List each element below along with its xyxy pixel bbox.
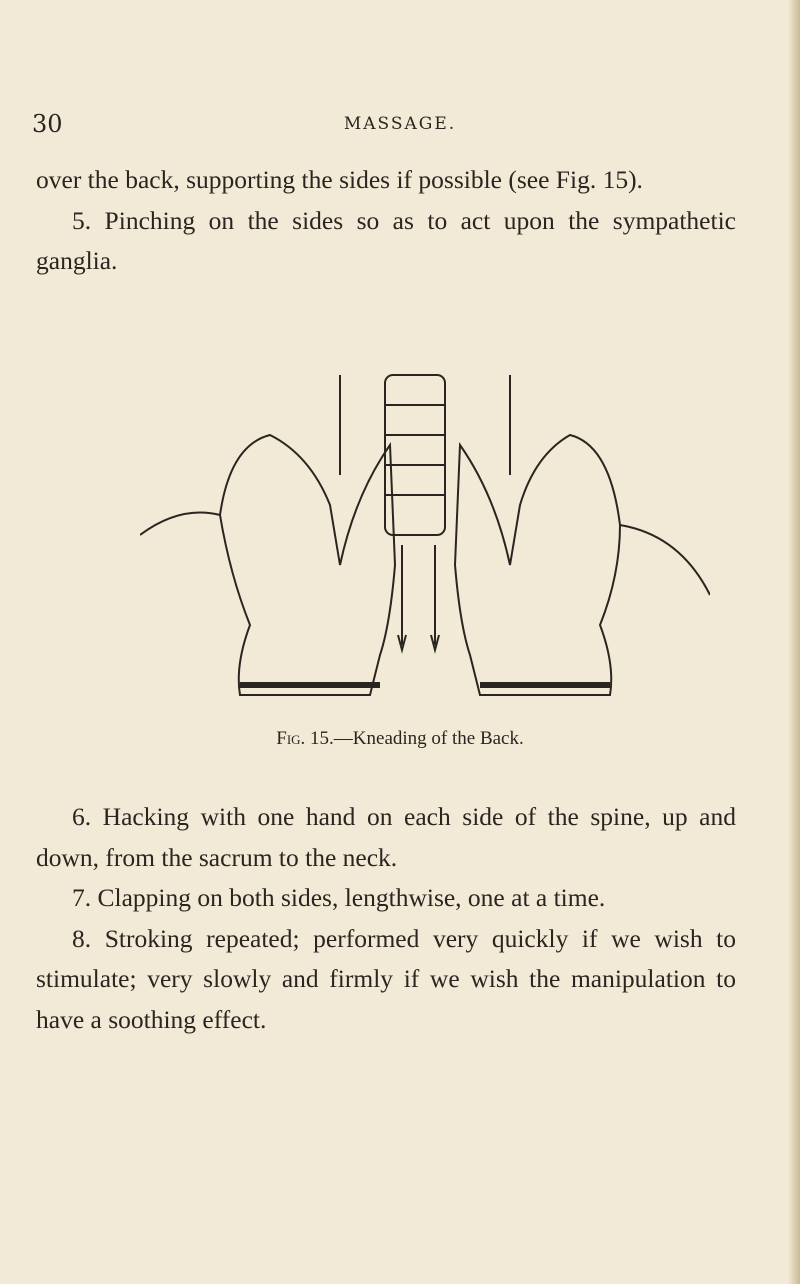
paragraph: 5. Pinching on the sides so as to act upon the sympathetic ganglia. [36,205,736,275]
figure-caption-text: —Kneading of the Back. [333,728,524,749]
body-text-top [36,160,736,282]
body-text-bottom [36,797,736,1040]
running-head: MASSAGE. [343,114,457,134]
figure-caption [0,728,800,750]
kneading-illustration [140,365,710,715]
figure-label: Fig. 15. [276,728,334,749]
paragraph: 6. Hacking with one hand on each side of the spine, up and down, from the sacrum to the neck. [36,802,736,872]
paragraph: 8. Stroking repeated; performed very quickly if we wish to stimulate; very slowly and firmly if we wish the manipulation to have a soothing effect. [36,923,736,1034]
paragraph: over the back, supporting the sides if possible (see Fig. 15). [36,165,643,194]
paragraph: 7. Clapping on both sides, lengthwise, one at a time. [72,883,606,912]
page-edge-shadow [788,0,800,1284]
page-number: 30 [32,110,63,138]
